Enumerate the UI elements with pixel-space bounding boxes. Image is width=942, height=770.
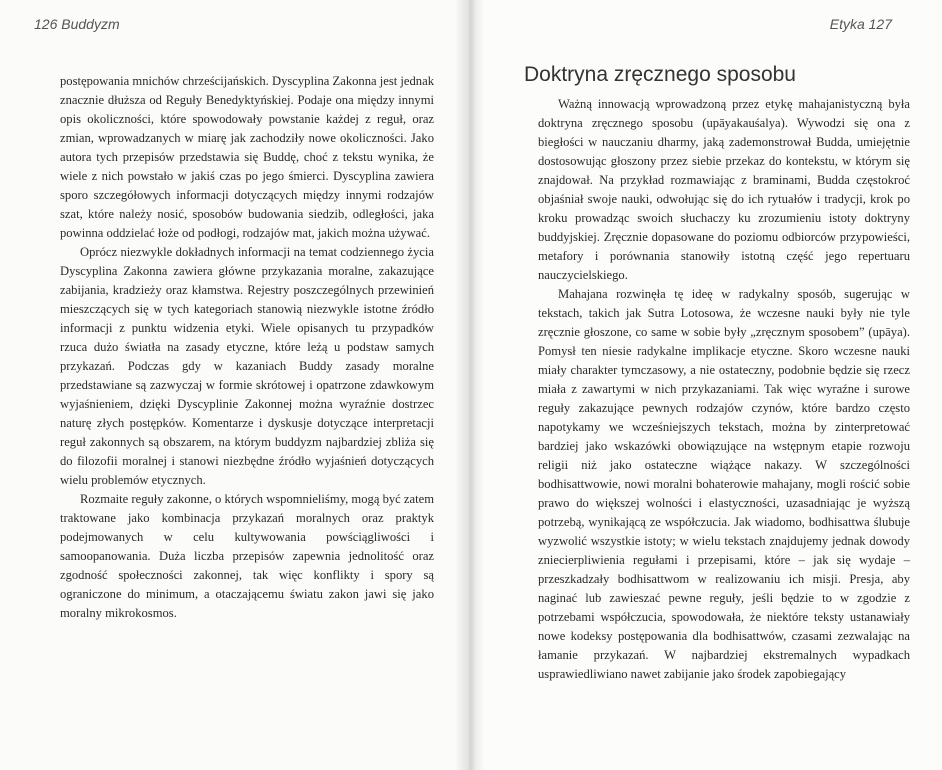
right-body-text: [538, 95, 910, 684]
left-page: [0, 0, 470, 770]
right-paragraph-1: Ważną innowacją wprowadzoną przez etykę mahajanistyczną była doktryna zręcznego sposobu (upāyakauśalya). Wywodzi się ona z biegłości w nauczaniu dharmy, jaką zademonstrował Budda, umiejętnie dostosowując głoszony przez siebie przekaz do kontekstu, w którym się znajdował. Na przykład rozmawiając z braminami, Budda częstokroć objaśniał swoje nauki, odwołując się do ich rytuałów i tradycji, krok po kroku prowadząc swoich słuchaczy ku zrozumieniu istoty doktryny buddyjskiej. Zręcznie dopasowane do poziomu odbiorców przypowieści, metafory i porównania stanowiły istotną część jego repertuaru nauczycielskiego.: [538, 97, 910, 282]
right-running-header: Etyka 127: [829, 16, 892, 32]
left-paragraph-1: postępowania mnichów chrześcijańskich. Dyscyplina Zakonna jest jednak znacznie dłuższa od Reguły Benedyktyńskiej. Podaje ona między innymi opis okoliczności, które spowodowały powstanie każdej z reguł, oraz zmian, wprowadzanych w miarę jak zachodziły nowe okoliczności. Jako autora tych przepisów przedstawia się Buddę, choć z tekstu wynika, że wiele z nich powstało w jakiś czas po jego śmierci. Dyscyplina zawiera sporo szczegółowych informacji dotyczących między innymi rodzajów szat, które należy nosić, sposobów budowania siedzib, odległości, jaka powinna oddzielać łoże od podłogi, rodzajów mat, jakich można używać.: [60, 74, 434, 240]
right-page: [470, 0, 942, 770]
left-paragraph-2: Oprócz niezwykle dokładnych informacji na temat codziennego życia Dyscyplina Zakonna zawiera główne przykazania moralne, zakazujące zabijania, kradzieży oraz kłamstwa. Rejestry poszczególnych przewinień mieszczących się w tych kategoriach stanowią niezwykle istotne źródło informacji z punktu widzenia etyki. Wiele opisanych tu przypadków rzuca dużo światła na zasady etyczne, które leżą u podstaw samych przykazań. Podczas gdy w kazaniach Buddy zasady moralne przedstawiane są zazwyczaj w formie skrótowej i opatrzone zdawkowym wyjaśnieniem, dzięki Dyscyplinie Zakonnej można wyraźnie dostrzec naturę złych postępków. Komentarze i dyskusje dotyczące interpretacji reguł zakonnych są obszarem, na którym buddyzm najbardziej zbliża się do filozofii moralnej i stanowi niezbędne źródło wyjaśnień dotyczących wielu problemów etycznych.: [60, 245, 434, 487]
left-body-text: [60, 72, 434, 623]
section-title: Doktryna zręcznego sposobu: [524, 63, 796, 86]
left-paragraph-3: Rozmaite reguły zakonne, o których wspomnieliśmy, mogą być zatem traktowane jako kombinacja przykazań moralnych oraz praktyk podejmowanych w celu kultywowania powściągliwości i samoopanowania. Duża liczba przepisów zapewnia jednolitość oraz zgodność społeczności zakonnej, tak więc konflikty i spory są ograniczone do minimum, a otaczającemu światu zakon jawi się jako moralny mikrokosmos.: [60, 492, 434, 620]
left-running-header: 126 Buddyzm: [34, 16, 120, 32]
right-paragraph-2: Mahajana rozwinęła tę ideę w radykalny sposób, sugerując w tekstach, takich jak Sutra Lotosowa, że wczesne nauki były nie tyle zręcznie głoszone, co same w sobie były „zręcznym sposobem” (upāya). Pomysł ten niesie radykalne implikacje etyczne. Skoro wczesne nauki miały charakter tymczasowy, a nie ostateczny, podobnie będzie się rzecz miała z zawartymi w nich przykazaniami. Tak więc wyraźne i surowe reguły zakazujące pewnych rodzajów czynów, które bardzo często napotykamy we wcześniejszych tekstach, można by zinterpretować bardziej jako wskazówki obowiązujące na wstępnym etapie rozwoju religii niż jako ostateczne wiążące nakazy. W szczególności bodhisattwowie, nowi moralni bohaterowie mahajany, mogli rościć sobie prawo do większej wolności i elastyczności, uzasadniając je wyższą potrzebą, wynikającą ze współczucia. Jak wiadomo, bodhisattwa ślubuje wyzwolić wszystkie istoty; w wielu tekstach znajdujemy jednak dowody zniecierpliwienia regułami i przepisami, które – jak się wydaje – przeszkadzały bodhisattwom w realizowaniu ich misji. Presja, aby naginać lub zawieszać pewne reguły, jeśli będzie to w zgodzie z potrzebami współczucia, spowodowała, że niektóre teksty ustanawiały nowe kodeksy postępowania dla bodhisattwów, czasami zezwalając na łamanie przykazań. W najbardziej ekstremalnych wypadkach usprawiedliwiano nawet zabijanie jako środek zapobiegający: [538, 287, 910, 681]
